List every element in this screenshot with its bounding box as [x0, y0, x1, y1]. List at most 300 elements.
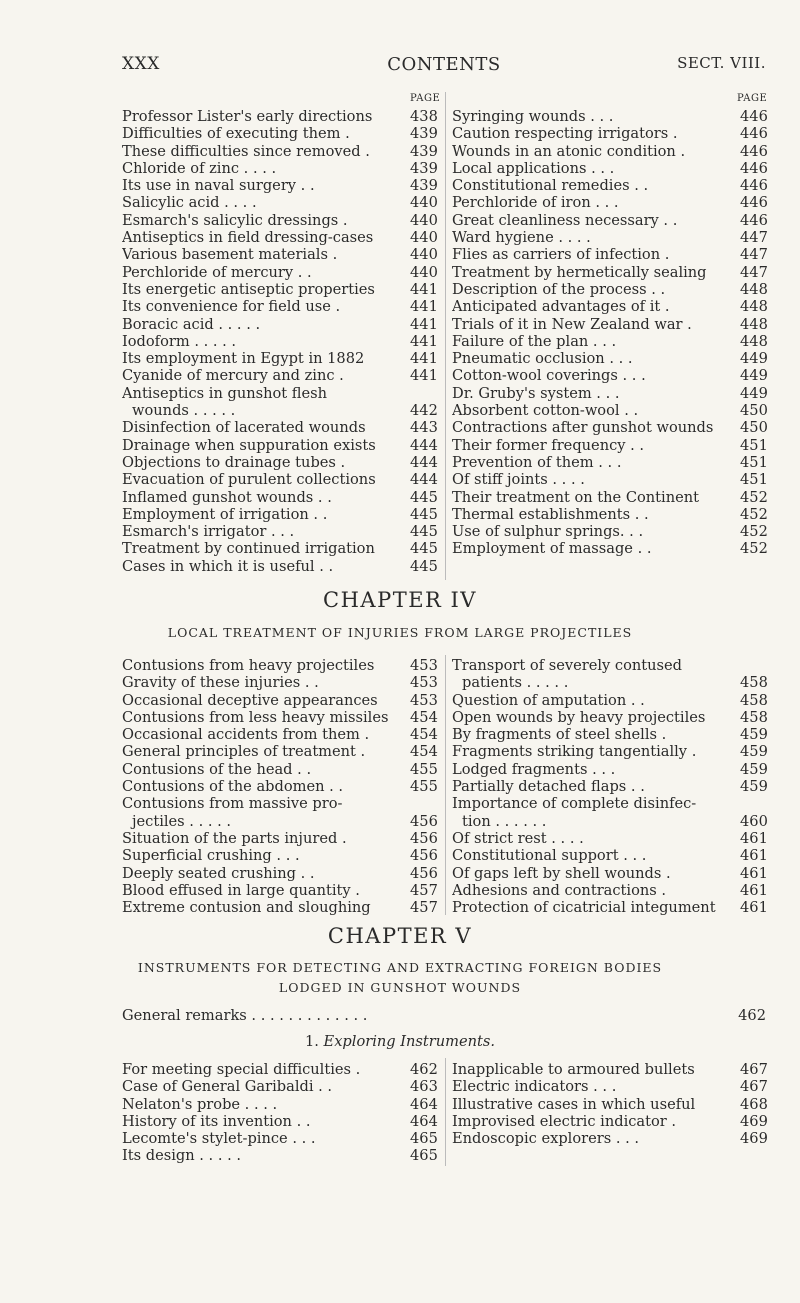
toc-entry: [122, 813, 436, 830]
toc-entry-title: Its energetic antiseptic properties: [122, 280, 375, 298]
toc-entry: [452, 454, 766, 471]
toc-entry: [452, 350, 766, 367]
toc-entry-page: 452: [740, 540, 768, 558]
toc-entry-page: 440: [410, 229, 438, 247]
toc-entry-title: tion . . . . . .: [462, 812, 547, 830]
toc-entry-page: 446: [740, 142, 768, 160]
toc-entry-page: 446: [740, 125, 768, 143]
toc-entry: [122, 143, 436, 160]
toc-entry-page: 439: [410, 177, 438, 195]
toc-entry: [122, 471, 436, 488]
toc-entry-title: Inflamed gunshot wounds . .: [122, 488, 332, 506]
toc-entry-page: 459: [740, 726, 768, 744]
toc-entry-title: patients . . . . .: [462, 674, 569, 692]
toc-entry: [452, 194, 766, 211]
toc-entry-title: Situation of the parts injured .: [122, 829, 347, 847]
toc-entry-page: 451: [740, 471, 768, 489]
toc-entry-title: Wounds in an atonic condition .: [452, 142, 686, 160]
toc-entry-page: 444: [410, 471, 438, 489]
toc-entry: [122, 726, 436, 743]
toc-entry-page: 441: [410, 332, 438, 350]
toc-entry-page: 441: [410, 315, 438, 333]
toc-entry: [452, 1113, 766, 1130]
toc-entry: [122, 674, 436, 691]
toc-entry-page: 439: [410, 142, 438, 160]
toc-entry: [122, 506, 436, 523]
toc-entry: [452, 813, 766, 830]
toc-entry: [452, 298, 766, 315]
toc-entry-title: Esmarch's salicylic dressings .: [122, 211, 348, 229]
toc-entry-title: Prevention of them . . .: [452, 453, 622, 471]
toc-entry-page: 449: [740, 350, 768, 368]
toc-entry-title: Absorbent cotton-wool . .: [452, 402, 639, 420]
toc-column-left: [122, 1061, 436, 1165]
section-number: 1.: [304, 1033, 319, 1050]
toc-entry-page: 458: [740, 691, 768, 709]
toc-entry-page: 440: [410, 194, 438, 212]
toc-entry-page: 454: [410, 708, 438, 726]
toc-entry: [122, 385, 436, 402]
toc-entry-title: Treatment by hermetically sealing: [452, 263, 707, 281]
toc-entry-page: 448: [740, 298, 768, 316]
toc-entry-title: Partially detached flaps . .: [452, 778, 645, 796]
toc-entry: [452, 540, 766, 557]
toc-entry-title: Nelaton's probe . . . .: [122, 1095, 278, 1113]
toc-entry-page: 439: [410, 125, 438, 143]
toc-entry-title: These difficulties since removed .: [122, 142, 370, 160]
toc-column-left: [122, 657, 436, 916]
toc-entry: [122, 367, 436, 384]
toc-entry-title: Employment of massage . .: [452, 540, 652, 558]
toc-entry-page: 448: [740, 332, 768, 350]
toc-entry-page: 454: [410, 743, 438, 761]
toc-entry-page: 460: [740, 812, 768, 830]
toc-entry-page: [410, 385, 436, 402]
toc-entry-page: 467: [740, 1078, 768, 1096]
toc-entry: [122, 830, 436, 847]
toc-entry-page: 457: [410, 881, 438, 899]
toc-entry: [452, 143, 766, 160]
toc-entry: [122, 1113, 436, 1130]
toc-column-left: [122, 108, 436, 575]
toc-entry-title: Extreme contusion and sloughing: [122, 899, 371, 917]
toc-entry-page: 451: [740, 436, 768, 454]
toc-entry: [122, 333, 436, 350]
toc-entry: [122, 692, 436, 709]
toc-entry-title: Its convenience for field use .: [122, 298, 341, 316]
toc-entry: [452, 523, 766, 540]
toc-entry-title: Cotton-wool coverings . . .: [452, 367, 646, 385]
toc-entry-page: 469: [740, 1130, 768, 1148]
toc-entry-page: 448: [740, 315, 768, 333]
toc-entry-title: Question of amputation . .: [452, 691, 645, 709]
toc-entry: [452, 1096, 766, 1113]
toc-entry-title: Its use in naval surgery . .: [122, 177, 315, 195]
toc-entry-title: Perchloride of mercury . .: [122, 263, 312, 281]
toc-entry: [122, 160, 436, 177]
toc-entry-page: 449: [740, 384, 768, 402]
toc-entry-title: Dr. Gruby's system . . .: [452, 384, 620, 402]
toc-entry-title: Its design . . . . .: [122, 1147, 242, 1165]
toc-entry-title: Improvised electric indicator .: [452, 1112, 677, 1130]
toc-entry-page: 448: [740, 280, 768, 298]
toc-entry-title: Salicylic acid . . . .: [122, 194, 257, 212]
toc-entry: [122, 489, 436, 506]
column-divider: [445, 1058, 446, 1166]
toc-entry-page: 452: [740, 505, 768, 523]
toc-entry: [452, 177, 766, 194]
toc-entry-title: Open wounds by heavy projectiles: [452, 708, 706, 726]
toc-entry: [452, 506, 766, 523]
toc-entry-page: 445: [410, 557, 438, 575]
toc-entry-title: Gravity of these injuries . .: [122, 674, 319, 692]
toc-entry: [122, 1007, 766, 1024]
toc-entry: [452, 333, 766, 350]
toc-entry-page: 464: [410, 1112, 438, 1130]
toc-entry-title: History of its invention . .: [122, 1112, 311, 1130]
toc-entry-title: Constitutional remedies . .: [452, 177, 649, 195]
toc-entry-page: 446: [740, 194, 768, 212]
toc-entry-title: Protection of cicatricial integument: [452, 899, 716, 917]
toc-entry-title: Illustrative cases in which useful: [452, 1095, 696, 1113]
running-title: CONTENTS: [387, 54, 501, 75]
toc-entry-page: 456: [410, 812, 438, 830]
toc-entry: [452, 489, 766, 506]
toc-entry-page: 456: [410, 864, 438, 882]
toc-entry-title: Occasional deceptive appearances: [122, 691, 378, 709]
toc-entry: [452, 437, 766, 454]
toc-entry-title: Contusions of the abdomen . .: [122, 778, 344, 796]
toc-entry-page: 461: [740, 847, 768, 865]
chapter-subtitle: INSTRUMENTS FOR DETECTING AND EXTRACTING FOREIGN BODIES: [137, 960, 663, 975]
toc-entry: [122, 229, 436, 246]
toc-entry: [122, 847, 436, 864]
toc-entry-title: Antiseptics in gunshot flesh: [122, 384, 328, 402]
toc-entry-page: 447: [740, 263, 768, 281]
toc-entry: [122, 1078, 436, 1095]
toc-entry-page: 464: [410, 1095, 438, 1113]
toc-entry: [452, 692, 766, 709]
toc-entry-page: 441: [410, 298, 438, 316]
toc-entry-title: Of stiff joints . . . .: [452, 471, 585, 489]
toc-entry-page: 459: [740, 743, 768, 761]
toc-entry-title: Contusions from less heavy missiles: [122, 708, 389, 726]
chapter-title: CHAPTER V: [327, 924, 473, 948]
toc-entry-page: 459: [740, 778, 768, 796]
toc-entry: [122, 437, 436, 454]
toc-entry-page: 456: [410, 847, 438, 865]
toc-entry-page: 443: [410, 419, 438, 437]
toc-entry-page: 465: [410, 1130, 438, 1148]
toc-entry-page: 441: [410, 280, 438, 298]
toc-entry-title: Employment of irrigation . .: [122, 505, 328, 523]
toc-entry-page: 452: [740, 523, 768, 541]
toc-entry-title: Caution respecting irrigators .: [452, 125, 678, 143]
toc-entry-title: Of gaps left by shell wounds .: [452, 864, 671, 882]
toc-entry: [122, 454, 436, 471]
toc-entry-title: Professor Lister's early directions: [122, 108, 373, 125]
toc-entry: [452, 743, 766, 760]
toc-entry-page: 438: [410, 108, 438, 125]
toc-entry: [452, 709, 766, 726]
page-number: XXX: [122, 54, 160, 74]
toc-entry: [452, 882, 766, 899]
toc-entry-title: Constitutional support . . .: [452, 847, 647, 865]
toc-entry: [452, 778, 766, 795]
toc-entry-page: 445: [410, 488, 438, 506]
toc-entry-title: Boracic acid . . . . .: [122, 315, 261, 333]
toc-entry-page: 441: [410, 367, 438, 385]
toc-entry-page: 458: [740, 674, 768, 692]
toc-entry-title: Superficial crushing . . .: [122, 847, 300, 865]
toc-entry: [122, 899, 436, 916]
toc-entry: [122, 402, 436, 419]
toc-entry: [452, 657, 766, 674]
toc-entry-title: Blood effused in large quantity .: [122, 881, 360, 899]
section-heading: [0, 1033, 800, 1050]
toc-entry-page: 457: [410, 899, 438, 917]
toc-entry: [122, 246, 436, 263]
toc-entry-title: Adhesions and contractions .: [452, 881, 667, 899]
toc-column-right: [452, 108, 766, 558]
toc-entry: [452, 316, 766, 333]
toc-entry-title: Drainage when suppuration exists: [122, 436, 376, 454]
toc-entry-title: For meeting special difficulties .: [122, 1061, 361, 1078]
toc-entry: [452, 125, 766, 142]
toc-entry-title: Case of General Garibaldi . .: [122, 1078, 333, 1096]
toc-entry-title: Contusions from massive pro-: [122, 795, 343, 813]
toc-entry: [452, 726, 766, 743]
toc-entry-page: 445: [410, 505, 438, 523]
toc-column-right: [452, 657, 766, 916]
toc-entry: [452, 264, 766, 281]
toc-entry-page: 449: [740, 367, 768, 385]
toc-entry: [452, 830, 766, 847]
toc-entry-page: 441: [410, 350, 438, 368]
toc-entry: [452, 402, 766, 419]
toc-entry-title: Failure of the plan . . .: [452, 332, 617, 350]
toc-entry-title: Contractions after gunshot wounds: [452, 419, 714, 437]
toc-entry: [452, 761, 766, 778]
toc-entry: [452, 795, 766, 812]
toc-entry-page: 445: [410, 523, 438, 541]
toc-entry: [452, 1061, 766, 1078]
toc-entry-page: 452: [740, 488, 768, 506]
toc-entry: [122, 419, 436, 436]
toc-entry-title: Fragments striking tangentially .: [452, 743, 697, 761]
toc-entry: [452, 1130, 766, 1147]
toc-entry-title: Syringing wounds . . .: [452, 108, 614, 125]
toc-entry: [122, 882, 436, 899]
toc-entry-title: Chloride of zinc . . . .: [122, 159, 277, 177]
toc-entry-title: Flies as carriers of infection .: [452, 246, 670, 264]
toc-entry-page: 446: [740, 159, 768, 177]
toc-entry-page: 455: [410, 760, 438, 778]
toc-entry-title: General remarks . . . . . . . . . . . . .: [122, 1007, 368, 1024]
toc-entry: [122, 778, 436, 795]
toc-entry: [122, 212, 436, 229]
toc-entry: [122, 108, 436, 125]
page-column-label: PAGE: [410, 93, 441, 104]
column-divider: [445, 655, 446, 915]
toc-entry-page: 451: [740, 453, 768, 471]
toc-entry-title: Various basement materials .: [122, 246, 338, 264]
toc-entry: [452, 674, 766, 691]
toc-entry-title: Transport of severely contused: [452, 657, 682, 674]
toc-entry: [122, 125, 436, 142]
toc-entry-title: General principles of treatment .: [122, 743, 366, 761]
toc-entry-title: Evacuation of purulent collections: [122, 471, 376, 489]
toc-entry-title: Importance of complete disinfec-: [452, 795, 697, 813]
toc-entry-page: 450: [740, 402, 768, 420]
toc-entry-title: Endoscopic explorers . . .: [452, 1130, 640, 1148]
toc-entry: [122, 1061, 436, 1078]
toc-entry: [452, 367, 766, 384]
toc-entry-title: Lecomte's stylet-pince . . .: [122, 1130, 316, 1148]
toc-entry-page: 453: [410, 674, 438, 692]
toc-entry: [452, 1078, 766, 1095]
toc-entry: [122, 264, 436, 281]
toc-entry-title: Great cleanliness necessary . .: [452, 211, 678, 229]
toc-entry: [122, 177, 436, 194]
toc-entry: [122, 865, 436, 882]
toc-entry-page: 453: [410, 691, 438, 709]
toc-entry-title: Difficulties of executing them .: [122, 125, 350, 143]
toc-entry-page: 461: [740, 899, 768, 917]
toc-entry-title: Use of sulphur springs. . .: [452, 523, 644, 541]
toc-entry-title: wounds . . . . .: [132, 402, 236, 420]
toc-entry-page: 468: [740, 1095, 768, 1113]
toc-entry-page: [410, 795, 436, 812]
toc-entry-page: 446: [740, 211, 768, 229]
toc-entry: [122, 540, 436, 557]
toc-entry: [452, 281, 766, 298]
toc-entry-title: Perchloride of iron . . .: [452, 194, 619, 212]
toc-entry: [122, 558, 436, 575]
toc-entry-title: Inapplicable to armoured bullets: [452, 1061, 695, 1078]
toc-entry: [452, 160, 766, 177]
toc-entry-page: 454: [410, 726, 438, 744]
toc-entry: [452, 419, 766, 436]
toc-entry: [452, 246, 766, 263]
toc-entry-page: 446: [740, 108, 768, 125]
toc-entry-page: 444: [410, 453, 438, 471]
toc-entry-title: Local applications . . .: [452, 159, 615, 177]
chapter-subtitle: LODGED IN GUNSHOT WOUNDS: [278, 980, 522, 995]
toc-entry: [122, 657, 436, 674]
toc-entry-title: Of strict rest . . . .: [452, 829, 584, 847]
toc-entry: [122, 523, 436, 540]
toc-entry-page: 453: [410, 657, 438, 674]
toc-entry-page: 440: [410, 263, 438, 281]
toc-entry-title: Disinfection of lacerated wounds: [122, 419, 366, 437]
toc-entry-page: [740, 795, 766, 812]
toc-entry-page: 467: [740, 1061, 768, 1078]
toc-entry-title: By fragments of steel shells .: [452, 726, 667, 744]
page-column-label: PAGE: [737, 93, 768, 104]
toc-entry-title: Cyanide of mercury and zinc .: [122, 367, 344, 385]
toc-entry-page: 440: [410, 246, 438, 264]
toc-entry-page: 461: [740, 881, 768, 899]
toc-entry-title: Its employment in Egypt in 1882: [122, 350, 365, 368]
toc-entry-page: [740, 657, 766, 674]
toc-entry: [122, 761, 436, 778]
toc-entry-title: Description of the process . .: [452, 280, 666, 298]
chapter-subtitle: LOCAL TREATMENT OF INJURIES FROM LARGE PROJECTILES: [167, 625, 633, 640]
toc-entry-page: 447: [740, 229, 768, 247]
toc-entry-page: 459: [740, 760, 768, 778]
toc-entry-title: Occasional accidents from them .: [122, 726, 370, 744]
page-header: [122, 54, 766, 78]
toc-entry-title: Iodoform . . . . .: [122, 332, 237, 350]
toc-entry-page: 462: [410, 1061, 438, 1078]
toc-entry-title: Ward hygiene . . . .: [452, 229, 591, 247]
toc-entry-page: 461: [740, 829, 768, 847]
toc-entry-title: Electric indicators . . .: [452, 1078, 617, 1096]
toc-entry-title: Their former frequency . .: [452, 436, 645, 454]
toc-entry-title: Their treatment on the Continent: [452, 488, 700, 506]
toc-entry-title: Objections to drainage tubes .: [122, 453, 346, 471]
toc-entry: [452, 899, 766, 916]
toc-entry-page: 469: [740, 1112, 768, 1130]
toc-entry-title: Thermal establishments . .: [452, 505, 649, 523]
toc-entry-title: Trials of it in New Zealand war .: [452, 315, 692, 333]
toc-entry-title: Contusions from heavy projectiles: [122, 657, 375, 674]
toc-entry-page: 447: [740, 246, 768, 264]
chapter-title: CHAPTER IV: [323, 588, 477, 612]
toc-entry: [452, 865, 766, 882]
toc-entry: [452, 212, 766, 229]
toc-entry-page: 463: [410, 1078, 438, 1096]
toc-entry-page: 455: [410, 778, 438, 796]
toc-entry-page: 465: [410, 1147, 438, 1165]
toc-entry-page: 456: [410, 829, 438, 847]
toc-entry-page: 461: [740, 864, 768, 882]
toc-entry: [122, 298, 436, 315]
toc-entry-page: 442: [410, 402, 438, 420]
section-title: Exploring Instruments.: [323, 1033, 496, 1050]
toc-entry-title: Contusions of the head . .: [122, 760, 312, 778]
toc-entry: [452, 229, 766, 246]
section-label: SECT. VIII.: [677, 54, 766, 72]
toc-entry-title: jectiles . . . . .: [132, 812, 232, 830]
toc-entry: [122, 743, 436, 760]
toc-entry: [452, 471, 766, 488]
toc-entry: [122, 316, 436, 333]
toc-entry: [452, 385, 766, 402]
toc-entry-title: Antiseptics in field dressing-cases: [122, 229, 374, 247]
toc-entry-page: 450: [740, 419, 768, 437]
toc-entry: [122, 1096, 436, 1113]
toc-entry: [122, 350, 436, 367]
toc-entry-title: Lodged fragments . . .: [452, 760, 616, 778]
toc-entry-title: Treatment by continued irrigation: [122, 540, 375, 558]
toc-entry: [122, 795, 436, 812]
toc-entry: [122, 194, 436, 211]
column-divider: [445, 92, 446, 580]
toc-entry: [122, 709, 436, 726]
toc-entry: [122, 1147, 436, 1164]
toc-entry: [452, 847, 766, 864]
toc-column-right: [452, 1061, 766, 1147]
toc-entry-title: Pneumatic occlusion . . .: [452, 350, 633, 368]
toc-entry-page: 446: [740, 177, 768, 195]
toc-entry-page: 445: [410, 540, 438, 558]
toc-entry-title: Deeply seated crushing . .: [122, 864, 315, 882]
toc-entry-title: Esmarch's irrigator . . .: [122, 523, 295, 541]
toc-entry: [122, 1130, 436, 1147]
toc-entry-title: Anticipated advantages of it .: [452, 298, 670, 316]
